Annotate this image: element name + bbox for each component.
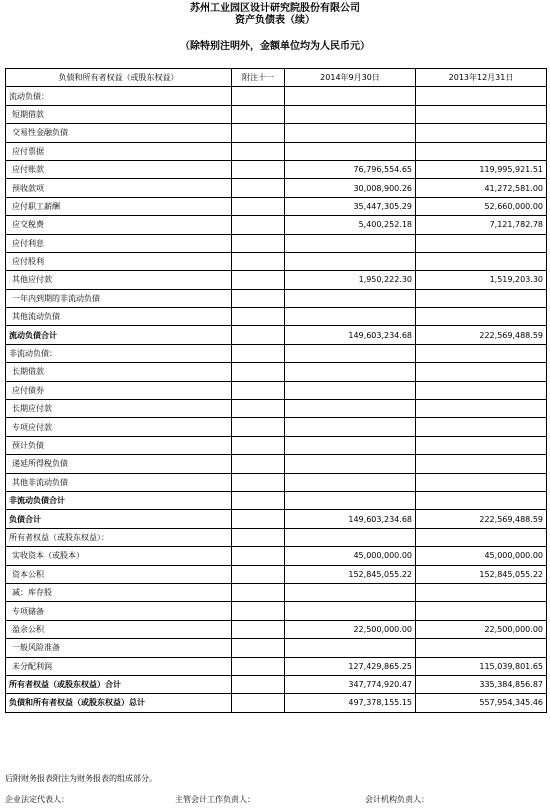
row-value-2013	[416, 87, 547, 105]
row-value-2013: 7,121,782.78	[416, 216, 547, 234]
row-label: 长期应付款	[6, 400, 232, 418]
header-2013: 2013年12月31日	[416, 69, 547, 87]
row-note	[232, 455, 285, 473]
row-value-2013	[416, 583, 547, 601]
row-note	[232, 234, 285, 252]
table-row	[6, 326, 547, 344]
table-row	[6, 308, 547, 326]
row-value-2014: 347,774,920.47	[285, 675, 416, 693]
row-label: 应付利息	[6, 234, 232, 252]
table-row	[6, 252, 547, 270]
table-row	[6, 179, 547, 197]
row-label: 专项储备	[6, 602, 232, 620]
row-note	[232, 547, 285, 565]
row-note	[232, 105, 285, 123]
row-note	[232, 124, 285, 142]
row-note	[232, 436, 285, 454]
table-row	[6, 491, 547, 509]
row-value-2014: 30,008,900.26	[285, 179, 416, 197]
row-label: 应付职工薪酬	[6, 197, 232, 215]
row-value-2014: 497,378,155.15	[285, 694, 416, 712]
row-value-2013	[416, 602, 547, 620]
row-value-2014	[285, 491, 416, 509]
table-row	[6, 234, 547, 252]
table-row	[6, 363, 547, 381]
row-label: 应交税费	[6, 216, 232, 234]
row-value-2013: 335,384,856.87	[416, 675, 547, 693]
row-value-2014	[285, 455, 416, 473]
row-value-2014	[285, 105, 416, 123]
accounting-dept-head-signature: 会计机构负责人：	[365, 795, 429, 804]
row-value-2014	[285, 142, 416, 160]
row-value-2014	[285, 344, 416, 362]
row-value-2013: 222,569,488.59	[416, 326, 547, 344]
row-note	[232, 491, 285, 509]
row-label: 递延所得税负债	[6, 455, 232, 473]
row-value-2013	[416, 528, 547, 546]
row-label: 其他流动负债	[6, 308, 232, 326]
row-label: 其他应付款	[6, 271, 232, 289]
row-value-2014: 35,447,305.29	[285, 197, 416, 215]
row-value-2014	[285, 473, 416, 491]
row-value-2013	[416, 473, 547, 491]
row-note	[232, 473, 285, 491]
row-note	[232, 344, 285, 362]
row-note	[232, 252, 285, 270]
row-label: 一年内到期的非流动负债	[6, 289, 232, 307]
header-item: 负债和所有者权益（或股东权益）	[6, 69, 232, 87]
row-value-2014	[285, 418, 416, 436]
row-value-2014	[285, 87, 416, 105]
row-note	[232, 179, 285, 197]
table-row	[6, 657, 547, 675]
table-row	[6, 473, 547, 491]
row-note	[232, 87, 285, 105]
row-value-2013	[416, 105, 547, 123]
table-row	[6, 565, 547, 583]
row-value-2013	[416, 363, 547, 381]
table-row	[6, 289, 547, 307]
row-note	[232, 216, 285, 234]
row-value-2014	[285, 400, 416, 418]
table-row	[6, 197, 547, 215]
row-note	[232, 308, 285, 326]
row-note	[232, 510, 285, 528]
row-value-2013: 152,845,055.22	[416, 565, 547, 583]
row-value-2014: 76,796,554.65	[285, 160, 416, 178]
row-note	[232, 565, 285, 583]
table-row	[6, 436, 547, 454]
row-value-2014: 149,603,234.68	[285, 510, 416, 528]
row-label: 流动负债：	[6, 87, 232, 105]
row-value-2014	[285, 381, 416, 399]
table-row	[6, 620, 547, 638]
row-value-2013: 22,500,000.00	[416, 620, 547, 638]
row-value-2014	[285, 234, 416, 252]
row-note	[232, 363, 285, 381]
header-note: 附注十一	[232, 69, 285, 87]
row-value-2013	[416, 344, 547, 362]
row-value-2013	[416, 308, 547, 326]
header-2014: 2014年9月30日	[285, 69, 416, 87]
unit-note: （除特别注明外，金额单位均为人民币元）	[180, 41, 370, 52]
table-row	[6, 271, 547, 289]
row-label: 所有者权益（或股东权益）合计	[6, 675, 232, 693]
row-value-2014	[285, 289, 416, 307]
row-note	[232, 160, 285, 178]
row-value-2014: 127,429,865.25	[285, 657, 416, 675]
row-value-2014: 5,400,252.18	[285, 216, 416, 234]
row-value-2013: 115,039,801.65	[416, 657, 547, 675]
row-value-2013: 119,995,921.51	[416, 160, 547, 178]
row-value-2014	[285, 436, 416, 454]
row-label: 预计负债	[6, 436, 232, 454]
row-value-2014: 45,000,000.00	[285, 547, 416, 565]
row-note	[232, 271, 285, 289]
row-value-2013: 41,272,581.00	[416, 179, 547, 197]
row-label: 一般风险准备	[6, 639, 232, 657]
row-label: 应付票据	[6, 142, 232, 160]
row-value-2013: 1,519,203.30	[416, 271, 547, 289]
row-note	[232, 326, 285, 344]
row-value-2014	[285, 583, 416, 601]
row-value-2014	[285, 252, 416, 270]
row-note	[232, 197, 285, 215]
table-row	[6, 87, 547, 105]
row-value-2014	[285, 308, 416, 326]
statement-title: 资产负债表（续）	[235, 15, 315, 26]
row-value-2014	[285, 602, 416, 620]
row-label: 交易性金融负债	[6, 124, 232, 142]
row-note	[232, 142, 285, 160]
row-value-2013: 45,000,000.00	[416, 547, 547, 565]
row-value-2013: 222,569,488.59	[416, 510, 547, 528]
row-label: 盈余公积	[6, 620, 232, 638]
accounting-head-signature: 主管会计工作负责人：	[175, 795, 255, 804]
row-label: 非流动负债：	[6, 344, 232, 362]
table-row	[6, 583, 547, 601]
row-value-2013	[416, 491, 547, 509]
row-value-2014	[285, 363, 416, 381]
table-row	[6, 694, 547, 712]
row-note	[232, 620, 285, 638]
row-note	[232, 381, 285, 399]
row-value-2013	[416, 252, 547, 270]
table-row	[6, 455, 547, 473]
row-value-2013	[416, 289, 547, 307]
row-note	[232, 400, 285, 418]
row-note	[232, 583, 285, 601]
row-label: 应付股利	[6, 252, 232, 270]
table-row	[6, 510, 547, 528]
row-label: 长期借款	[6, 363, 232, 381]
table-row	[6, 418, 547, 436]
row-value-2013	[416, 381, 547, 399]
table-row	[6, 216, 547, 234]
row-label: 减：库存股	[6, 583, 232, 601]
row-value-2014: 22,500,000.00	[285, 620, 416, 638]
row-value-2014: 149,603,234.68	[285, 326, 416, 344]
row-note	[232, 418, 285, 436]
balance-sheet-table	[5, 68, 547, 713]
row-label: 资本公积	[6, 565, 232, 583]
row-value-2013	[416, 400, 547, 418]
row-value-2013: 52,660,000.00	[416, 197, 547, 215]
company-name: 苏州工业园区设计研究院股份有限公司	[190, 3, 360, 14]
row-label: 非流动负债合计	[6, 491, 232, 509]
table-header-row	[6, 69, 547, 87]
row-value-2013	[416, 455, 547, 473]
table-row	[6, 602, 547, 620]
row-label: 预收款项	[6, 179, 232, 197]
table-row	[6, 547, 547, 565]
table-row	[6, 344, 547, 362]
row-value-2013	[416, 234, 547, 252]
row-label: 应付账款	[6, 160, 232, 178]
row-value-2014: 152,845,055.22	[285, 565, 416, 583]
row-value-2014	[285, 639, 416, 657]
table-row	[6, 675, 547, 693]
row-note	[232, 639, 285, 657]
row-label: 负债和所有者权益（或股东权益）总计	[6, 694, 232, 712]
row-label: 其他非流动负债	[6, 473, 232, 491]
row-label: 短期借款	[6, 105, 232, 123]
row-value-2014	[285, 528, 416, 546]
row-value-2013	[416, 639, 547, 657]
row-value-2013	[416, 436, 547, 454]
row-note	[232, 528, 285, 546]
row-value-2014: 1,950,222.30	[285, 271, 416, 289]
table-row	[6, 160, 547, 178]
row-label: 应付债券	[6, 381, 232, 399]
footer-note: 后附财务报表附注为财务报表的组成部分。	[5, 774, 157, 783]
table-row	[6, 105, 547, 123]
table-row	[6, 124, 547, 142]
table-row	[6, 381, 547, 399]
row-value-2013: 557,954,345.46	[416, 694, 547, 712]
row-value-2013	[416, 124, 547, 142]
table-row	[6, 400, 547, 418]
row-label: 流动负债合计	[6, 326, 232, 344]
row-note	[232, 675, 285, 693]
row-label: 专项应付款	[6, 418, 232, 436]
row-label: 负债合计	[6, 510, 232, 528]
row-value-2014	[285, 124, 416, 142]
row-note	[232, 657, 285, 675]
row-label: 所有者权益（或股东权益）：	[6, 528, 232, 546]
legal-rep-signature: 企业法定代表人：	[5, 795, 69, 804]
table-row	[6, 639, 547, 657]
row-note	[232, 694, 285, 712]
row-value-2013	[416, 418, 547, 436]
row-note	[232, 602, 285, 620]
row-note	[232, 289, 285, 307]
table-row	[6, 528, 547, 546]
table-row	[6, 142, 547, 160]
row-label: 实收资本（或股本）	[6, 547, 232, 565]
row-label: 未分配利润	[6, 657, 232, 675]
row-value-2013	[416, 142, 547, 160]
